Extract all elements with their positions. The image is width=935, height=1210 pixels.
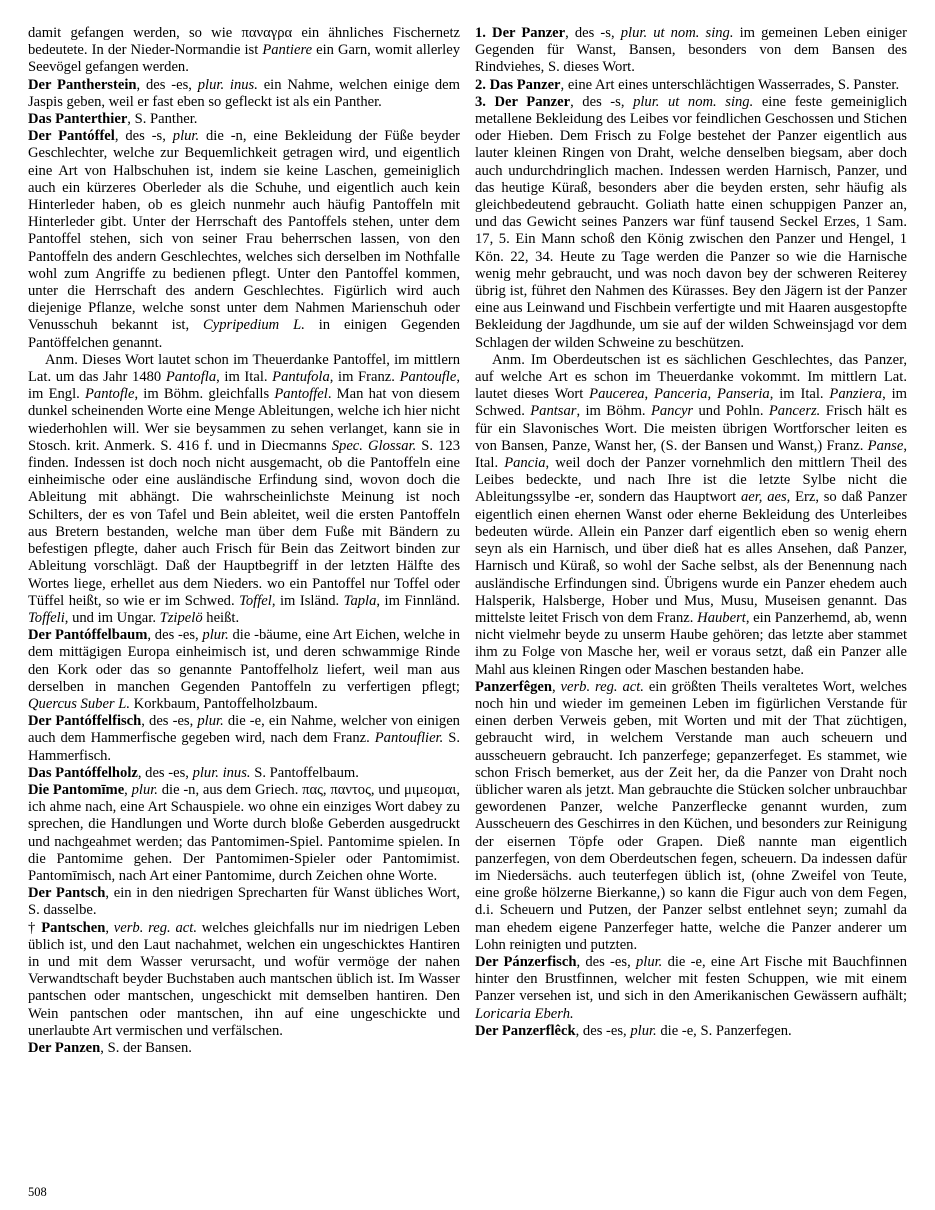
dictionary-entry — [28, 782, 460, 885]
dictionary-entry — [475, 954, 907, 1023]
italic-term: Tzipelö — [159, 609, 203, 626]
text-run: , im Isländ. — [271, 592, 344, 609]
headword: Panzerfêgen — [475, 678, 552, 695]
italic-term: Pantufola — [272, 369, 330, 386]
text-run: , — [552, 678, 561, 695]
headword: Pantschen — [41, 919, 106, 936]
italic-term: Pantofla — [165, 369, 217, 386]
text-run: S. Hammerfisch. — [28, 730, 460, 764]
italic-term: plur. ut nom. sing. — [633, 93, 754, 110]
text-run: S. 123 finden. Indessen ist doch noch nicht ausgemacht, ob die Pantoffeln eine einheimische oder eine ausländische Erfindung sind, wovon doch die Ableitung mit abhängt. Die wahrscheinlichste Meinung ist noch Schilters, der es von Tafel und Bein ableitet, weil die ersten Pantoffeln aus Bretern bestanden, welche man über dem Fuße mit Bändern zu befestigen pflegte, daher auch Frisch für Bein das Zeitwort binden zur Ableitung vorschlägt. Daß der Hauptbegriff in der letzten Hälfte des Wortes liege, erhellet aus dem Nieders. wo ein Pantoffel nur Toffel oder Tüffel heißt, so wie er im Schwed. — [28, 437, 461, 609]
headword: Der Pánzerfisch — [475, 953, 577, 970]
italic-term: plur. — [630, 1022, 657, 1039]
text-run: die -e, S. Panzerfegen. — [656, 1022, 792, 1039]
italic-term: verb. reg. act. — [560, 678, 644, 695]
left-column — [28, 25, 460, 1057]
text-run: , — [707, 386, 718, 403]
italic-term: Cypripedium L. — [203, 317, 305, 334]
text-run: , Ital. — [475, 437, 907, 472]
italic-term: Pantouflier. — [374, 730, 444, 747]
headword: Der Panzerflêck — [475, 1022, 576, 1039]
text-run: die -e, ein Nahme, welcher von einigen auch dem Hammerfische gegeben wird, nach dem Franz. — [28, 713, 460, 747]
dictionary-entry — [28, 77, 460, 111]
headword: 3. Der Panzer — [475, 93, 571, 110]
dictionary-entry — [28, 627, 460, 713]
text-run: , eine Art eines unterschlächtigen Wasserrades, S. Panster. — [560, 76, 900, 93]
italic-term: Toffeli — [28, 609, 65, 626]
text-run: . Man hat von diesem dunkel scheinenden Worte eine Menge Ableitungen, welche ich hier nicht wiederhohlen will. Wer sie beysammen zu sehen verlanget, kann sie in Stosch. krit. Anmerk. S. 416 f. und in Diecmanns — [28, 386, 460, 454]
italic-term: Pancerz. — [768, 403, 821, 420]
text-run: , des -s, — [565, 25, 621, 41]
headword: Der Pantóffelfisch — [28, 713, 142, 730]
italic-term: Tapla — [343, 592, 377, 609]
text-run: , im Ital. — [769, 386, 830, 403]
dictionary-entry — [28, 25, 460, 77]
italic-term: Haubert — [697, 609, 746, 626]
italic-term: Paucerea — [589, 386, 645, 403]
dictionary-entry — [28, 920, 460, 1040]
italic-term: plur. ut nom. sing. — [620, 25, 734, 41]
text-run: , des -s, — [570, 93, 634, 110]
italic-term: Pantofle — [84, 386, 135, 403]
italic-term: Pantiere — [262, 42, 313, 59]
text-run: die -n, aus dem Griech. πας, παντος, und μιμεομαι, ich ahme nach, eine Art Schauspiele. wo ohne ein einziges Wort dabey zu sprechen, die Handlungen und Worte durch bloße Geberden ausgedruckt und nachgeahmet werden; das Pantomimen-Spiel. Pantomime spielen. In die Pantomime gehen. Der Pantomimen-Spieler oder Pantomimist. Pantomīmisch, nach Art einer Pantomime, durch Zeichen ohne Worte. — [28, 781, 460, 884]
italic-term: aer, aes — [740, 489, 787, 506]
page-number: 508 — [28, 1184, 47, 1199]
text-run: und Pohln. — [693, 403, 769, 420]
text-run: ein Nahme, welchen einige dem Jaspis geben, weil er fast eben so gefleckt ist als ein Panther. — [28, 76, 461, 110]
italic-term: plur. — [635, 953, 663, 970]
headword: Der Pantóffel — [28, 128, 115, 145]
text-run: , des -es, — [575, 1022, 631, 1039]
italic-term: plur. — [172, 128, 200, 145]
text-run: Anm. Im Oberdeutschen ist es sächlichen Geschlechtes, das Panzer, auf welche Art es schon im Theuerdanke vokommt. Im mittlern Lat. lautet dieses Wort — [475, 351, 907, 403]
text-run: damit gefangen werden, so wie παναγρα ein ähnliches Fischernetz bedeutete. In der Nieder-Normandie ist — [28, 25, 460, 59]
text-run: , im Franz. — [329, 369, 400, 386]
italic-term: Pantsar — [530, 403, 577, 420]
text-run: Anm. Dieses Wort lautet schon im Theuerdanke Pantoffel, im mittlern Lat. um das Jahr 1480 — [28, 351, 460, 386]
text-run: , ein in den niedrigen Sprecharten für Wanst übliches Wort, S. dasselbe. — [28, 885, 460, 919]
text-run: die -n, eine Bekleidung der Füße beyder Geschlechter, welche zur Bequemlichkeit getragen wird, und eigentlich eine Art von Halbschuhen ist, indem sie keine Laschen, gemeiniglich auch ein kürzeres Oberleder als die Schuhe, und eigentlich auch kein Hinterleder haben, ob es gleich nunmehr auch häufig Pantoffeln mit Hinterleder gibt. Unter der Herrschaft des Pantoffels stehen, unter dem Pantoffel stehen, sich von seiner Frau beherrschen lassen, von den Pantoffeln des andern Geschlechtes, welches sich derselben im Nothfalle wohl zum Angriffe zu bedienen pflegt. Unter den Pantoffel kommen, unter die Herrschaft des andern Geschlechtes. Figürlich wird auch diejenige Pflanze, welche sonst unter dem Nahmen Marienschuh oder Venusschuh bekannt ist, — [28, 128, 460, 334]
text-run: , S. Panther. — [127, 111, 198, 128]
headword: 2. Das Panzer — [475, 76, 561, 93]
text-run: eine feste gemeiniglich metallene Bekleidung des Leibes vor feindlichen Geschossen und Stichen oder Hieben. Dem Frisch zu Folge bestehet der Panzer eigentlich aus lauter kleinen Ringen von Draht, welche denselben biegsam, aber doch auch undurchdringlich machen. Indessen werden Harnisch, Panzer, und das heutige Küraß, besonders aber die beyden ersten, sehr häufig als gleichbedeutend gebraucht. Goliath hatte einen schuppigen Panzer an, und das Gewicht seines Panzers war fünf tausend Seckel Erzes, 1 Sam. 17, 5. Ein Mann schoß den König zwischen den Panzer und Hengel, 1 Kön. 22, 34. Heute zu Tage werden die Panzer so wie die Harnische wenig mehr gebraucht, und was noch davon bey der schweren Reiterey übrig ist, führet den Nahmen des Kürasses. Bey den Jägern ist der Panzer eine aus Leinwand und Fischbein verfertigte und mit Haaren ausgestopfte Bekleidung der Jagdhunde, um sie auf der wilden Schweinsjagd vor dem Schlagen der wilden Schweine zu beschützen. — [475, 93, 907, 351]
dictionary-entry — [28, 713, 460, 765]
italic-term: Panse — [867, 437, 904, 454]
italic-term: Panziera — [829, 386, 883, 403]
text-run: , des -es, — [576, 953, 636, 970]
italic-term: plur. inus. — [192, 764, 251, 781]
text-run: , des -es, — [147, 627, 203, 644]
text-run: die -bäume, eine Art Eichen, welche in dem mittägigen Europa einheimisch ist, und deren schwammige Rinde den Kork oder das so genannte Pantoffelholz liefert, weil man aus derselben in manchen Gegenden Pantoffeln zu verfertigen pflegt; — [28, 627, 460, 695]
text-run: , im Schwed. — [475, 386, 908, 420]
text-run: , — [124, 781, 132, 798]
dictionary-entry — [475, 352, 907, 679]
dictionary-entry — [28, 352, 460, 627]
text-run: Frisch hält es für ein Slavonisches Wort. Die meisten übrigen Wortforscher leiten es von Bansen, Panze, Wanst her, (S. der Bansen und Wanst,) Franz. — [475, 403, 907, 454]
headword: Der Pantherstein — [28, 76, 137, 93]
text-run: , im Finnländ. — [376, 592, 460, 609]
text-run: S. Pantoffelbaum. — [250, 764, 359, 781]
text-run: , — [644, 386, 655, 403]
italic-term: Spec. Glossar. — [331, 437, 417, 454]
italic-term: verb. reg. act. — [113, 919, 197, 936]
text-run: , im Böhm. — [576, 403, 651, 420]
text-run: heißt. — [202, 609, 240, 626]
text-run: , im Böhm. gleichfalls — [134, 386, 275, 403]
dictionary-entry — [28, 765, 460, 782]
headword: Das Panterthier — [28, 111, 128, 128]
dictionary-entry — [28, 128, 460, 352]
text-run: Korkbaum, Pantoffelholzbaum. — [130, 695, 318, 712]
text-run: , Erz, so daß Panzer eigentlich einen ehernen Wanst oder eherne Bekleidung des Unterleibes bedeuten würde. Allein ein Panzer darf eigentlich eben so wenig ehern seyn als ein Harnisch, und über dieß hat es alles Ansehen, daß Panzer, Harnisch und Küraß, so wohl der Sache selbst, als der Benennung nach ausländische Erfindungen sind. Übrigens wurde ein Panzer ehedem auch Halsperik, Halsberge, Hober und Mus, Musu, Museisen genannt. Das mittelste leitet Frisch von dem Franz. — [475, 489, 907, 626]
right-column — [475, 25, 907, 1057]
headword: Die Pantomīme — [28, 781, 125, 798]
italic-term: Pantoufle — [399, 369, 457, 386]
italic-term: Pantoffel — [274, 386, 328, 403]
italic-term: Loricaria Eberh. — [475, 1005, 574, 1022]
text-run: ein größten Theils veraltetes Wort, welches noch hin und wieder im gemeinen Leben im figürlichen Verstande für einen derben Verweis geben, mit Worten und mit der That züchtigen, gebraucht wird, in welchem Verstande man auch scheuern und ausscheuern gebraucht. Ich panzerfege; gepanzerfeget. Es stammet, wie schon Frisch bemerket, aus der Zeit her, da die Panzer von Draht noch üblicher waren als jetzt. Man gebrauchte die Stücken solcher unbrauchbar gewordenen Panzer, welche Panzerflecke genannt wurden, zum Ausscheuern des Geschirres in den Küchen, und besonders zur Reinigung der eisernen Töpfe oder Grapen. Dieß nannte man eigentlich panzerfegen, von dem Oberdeutschen fegen, scheuern. Da indessen dafür im Niedersächs. auch teuterfegen üblich ist, (ohne Zweifel von Teute, eine große hölzerne Bierkanne,) so kann die Figur auch von dem Fegen, d.i. Scheuern und Putzen, der Panzer selbst entlehnet seyn; zumahl da man ehedem eigene Panzerfeger hatte, welche die Panzer anderer um Lohn reinigten und putzten. — [475, 678, 907, 953]
italic-term: Toffel — [239, 592, 272, 609]
dictionary-entry — [475, 679, 907, 954]
italic-term: plur. — [131, 781, 158, 798]
dictionary-entry — [28, 111, 460, 128]
text-run: ein Garn, womit allerley Seevögel gefangen werden. — [28, 42, 460, 76]
text-run: , — [105, 919, 114, 936]
headword: Der Panzen — [28, 1039, 101, 1056]
text-run: , im Engl. — [28, 369, 460, 403]
dictionary-entry — [475, 94, 907, 352]
text-run: die -e, eine Art Fische mit Bauchfinnen hinter den Brustfinnen, welcher mit festen Schuppen, wie mit einem Panzer versehen ist, und sich in den Amerikanischen Gewässern aufhält; — [475, 953, 907, 1005]
italic-term: plur. — [197, 713, 224, 730]
text-run: , ein Panzerhemd, ab, wenn nicht vielmehr beyde zu unserm Haube gehören; das letzte aber stammet ihm zu Folge von Masche her, weil er voraus setzt, daß ein Panzer alle Mahl aus kleinen Ringen oder Maschen bestanden habe. — [475, 609, 907, 678]
text-run: , weil doch der Panzer vornehmlich den mittlern Theil des Leibes bedeckte, und nach Ihre ist die letzte Sylbe nicht die Ableitungssylbe -er, sondern das Hauptwort — [475, 455, 907, 506]
dictionary-entry — [28, 885, 460, 919]
italic-term: Pancia — [504, 455, 546, 472]
dictionary-entry — [475, 1023, 907, 1040]
dictionary-entry — [475, 25, 907, 77]
headword: Das Pantóffelholz — [28, 764, 138, 781]
text-run: , im Ital. — [216, 369, 273, 386]
italic-term: Pancyr — [650, 403, 694, 420]
italic-term: plur. inus. — [197, 76, 258, 93]
headword: Der Pantóffelbaum — [28, 627, 148, 644]
italic-term: plur. — [202, 627, 229, 644]
text-run: , des -es, — [136, 76, 198, 93]
text-run: in einigen Gegenden Pantöffelchen genannt. — [28, 317, 460, 351]
headword: Der Pantsch — [28, 885, 106, 902]
text-run: , des -es, — [137, 764, 193, 781]
text-run: , des -es, — [141, 713, 198, 730]
text-run: , und im Ungar. — [64, 609, 160, 626]
italic-term: Quercus Suber L. — [28, 695, 131, 712]
text-run: † — [28, 919, 42, 936]
two-column-layout — [28, 25, 907, 1057]
italic-term: Panceria — [654, 386, 708, 403]
text-run: , des -s, — [114, 128, 173, 145]
italic-term: Panseria — [717, 386, 770, 403]
dictionary-entry — [28, 1040, 460, 1057]
text-run: welches gleichfalls nur im niedrigen Leben üblich ist, und den Laut nachahmet, welchen ein ungeschicktes Hantiren in und mit dem Wasser verursacht, und wofür vermöge der nahen Verwandtschaft beyder Buchstaben auch mantschen üblich ist. Im Wasser pantschen oder mantschen, ungeschickt mit demselben hantiren. Den Wein pantschen oder mantschen, ihn auf eine ungeschickte und unerlaubte Art vermischen und verfälschen. — [28, 919, 460, 1039]
headword: 1. Der Panzer — [475, 25, 566, 41]
text-run: im gemeinen Leben einiger Gegenden für Wanst, Bansen, besonders von dem Bansen des Rindviehes, S. dieses Wort. — [475, 25, 908, 76]
dictionary-entry — [475, 77, 907, 94]
text-run: , S. der Bansen. — [100, 1039, 192, 1056]
